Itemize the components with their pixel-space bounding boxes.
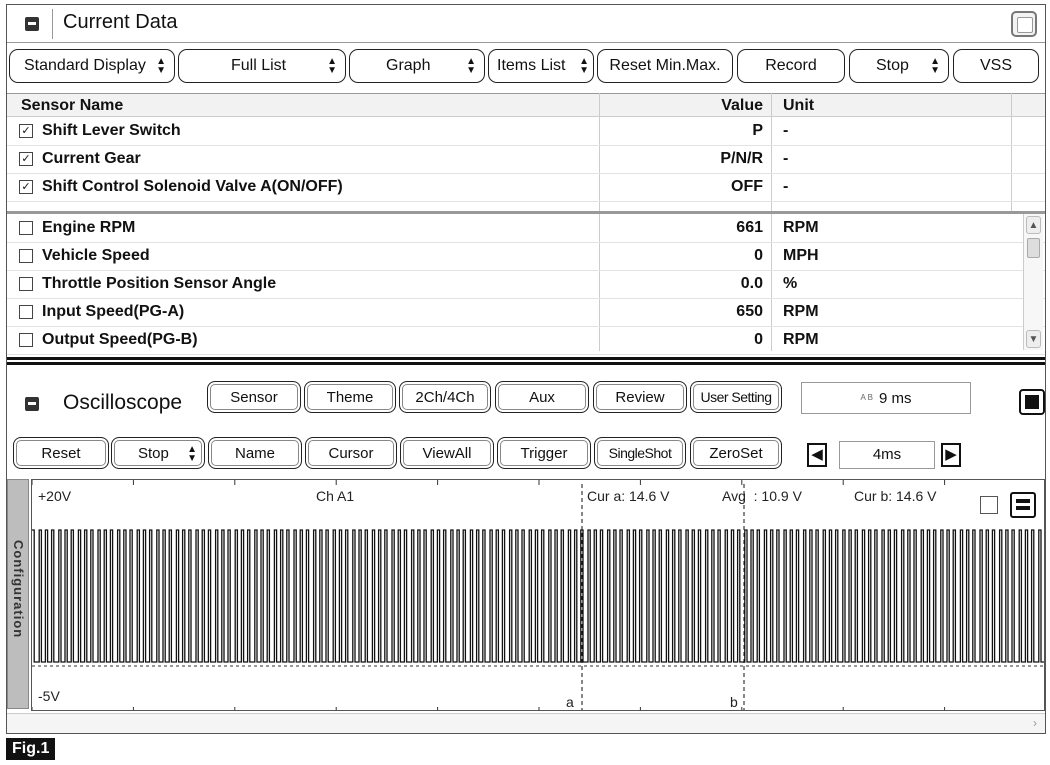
osc-stop-select[interactable] bbox=[111, 437, 205, 469]
sensor-name: Throttle Position Sensor Angle bbox=[42, 275, 277, 292]
y-max-label: +20V bbox=[38, 488, 72, 504]
cursor-a-readout: Cur a: 14.6 V bbox=[587, 488, 670, 504]
table-row[interactable] bbox=[7, 299, 1045, 327]
current-data-header bbox=[7, 5, 1045, 43]
sensor-value: 650 bbox=[736, 303, 763, 320]
sensor-unit: RPM bbox=[783, 303, 819, 320]
timebase-decrease-icon[interactable]: ◀ bbox=[807, 443, 827, 467]
table-row[interactable] bbox=[7, 327, 1045, 355]
timebase-increase-icon[interactable]: ▶ bbox=[941, 443, 961, 467]
sensor-unit: - bbox=[783, 178, 789, 195]
time-readout-value: 9 ms bbox=[878, 389, 912, 407]
scroll-thumb[interactable] bbox=[1027, 238, 1040, 258]
spinner-icon: ▲ ▼ bbox=[156, 56, 166, 76]
single-shot-label: SingleShot bbox=[608, 445, 672, 461]
channel-a1-waveform bbox=[32, 530, 1045, 662]
table-row[interactable] bbox=[7, 174, 1045, 202]
header-separator bbox=[52, 9, 53, 39]
reset-min-max-button[interactable] bbox=[597, 49, 733, 83]
sensor-name: Current Gear bbox=[42, 150, 141, 167]
sensor-value: P bbox=[752, 122, 763, 139]
sensor-name: Engine RPM bbox=[42, 219, 136, 236]
record-label: Record bbox=[765, 57, 817, 74]
sensor-value: 0 bbox=[754, 331, 763, 348]
scope-ticks bbox=[32, 480, 1045, 711]
current-data-toolbar bbox=[7, 49, 1045, 85]
trigger-label: Trigger bbox=[520, 444, 568, 462]
table-row[interactable] bbox=[7, 243, 1045, 271]
menu-icon[interactable] bbox=[1010, 492, 1036, 518]
row-checkbox[interactable] bbox=[19, 221, 33, 235]
channel-mode-label: 2Ch/4Ch bbox=[415, 388, 475, 406]
spinner-icon: ▲ ▼ bbox=[327, 56, 337, 76]
spinner-icon: ▲ ▼ bbox=[466, 56, 476, 76]
view-all-button[interactable] bbox=[400, 437, 494, 469]
review-button[interactable] bbox=[593, 381, 687, 413]
oscilloscope-title: Oscilloscope bbox=[63, 391, 183, 414]
view-all-label: ViewAll bbox=[422, 444, 472, 462]
full-list-label: Full List bbox=[231, 57, 287, 74]
standard-display-label: Standard Display bbox=[24, 57, 146, 74]
figure-label: Fig.1 bbox=[6, 738, 55, 760]
trigger-button[interactable] bbox=[497, 437, 591, 469]
graph-select[interactable] bbox=[349, 49, 485, 83]
row-checkbox[interactable] bbox=[19, 305, 33, 319]
graph-label: Graph bbox=[386, 57, 431, 74]
user-setting-label: User Setting bbox=[700, 389, 772, 405]
sensor-value: 661 bbox=[736, 219, 763, 236]
zero-set-label: ZeroSet bbox=[709, 444, 763, 462]
sensor-name: Shift Control Solenoid Valve A(ON/OFF) bbox=[42, 178, 343, 195]
sensor-unit: - bbox=[783, 122, 789, 139]
spinner-icon: ▲ ▼ bbox=[187, 444, 197, 464]
sensor-name: Output Speed(PG-B) bbox=[42, 331, 198, 348]
stop-label: Stop bbox=[876, 57, 909, 74]
horizontal-scrollbar[interactable] bbox=[7, 713, 1045, 733]
single-shot-button[interactable] bbox=[594, 437, 686, 469]
scan-tool-window bbox=[6, 4, 1046, 734]
sensor-value: OFF bbox=[731, 178, 763, 195]
oscilloscope-display[interactable] bbox=[31, 479, 1045, 711]
table-scrollbar[interactable] bbox=[1023, 214, 1043, 350]
sensor-name: Shift Lever Switch bbox=[42, 122, 181, 139]
y-min-label: -5V bbox=[38, 688, 60, 704]
selected-group-separator bbox=[7, 211, 1045, 214]
channel-label: Ch A1 bbox=[316, 488, 355, 504]
spinner-icon: ▲ ▼ bbox=[579, 56, 589, 76]
table-row[interactable] bbox=[7, 271, 1045, 299]
reset-min-max-label: Reset Min.Max. bbox=[609, 57, 721, 74]
sensor-value: 0.0 bbox=[740, 275, 763, 292]
reset-label: Reset bbox=[41, 444, 81, 462]
vss-label: VSS bbox=[979, 57, 1012, 74]
stop-select[interactable] bbox=[849, 49, 949, 83]
sensor-label: Sensor bbox=[230, 388, 278, 406]
table-row[interactable] bbox=[7, 146, 1045, 174]
row-checkbox[interactable] bbox=[19, 124, 33, 138]
sensor-unit: - bbox=[783, 150, 789, 167]
scope-checkbox[interactable] bbox=[980, 496, 998, 514]
row-checkbox[interactable] bbox=[19, 333, 33, 347]
column-sensor-name: Sensor Name bbox=[21, 97, 124, 114]
full-list-select[interactable] bbox=[178, 49, 346, 83]
time-readout bbox=[801, 382, 971, 414]
record-button[interactable] bbox=[737, 49, 845, 83]
cursor-b-readout: Cur b: 14.6 V bbox=[854, 488, 937, 504]
average-readout: Avg : 10.9 V bbox=[722, 488, 802, 504]
sensor-table-header bbox=[7, 93, 1045, 117]
aux-button[interactable] bbox=[495, 381, 589, 413]
configuration-tab-label: Configuration bbox=[11, 540, 26, 639]
row-checkbox[interactable] bbox=[19, 249, 33, 263]
name-label: Name bbox=[234, 444, 275, 462]
scroll-right-icon[interactable]: › bbox=[1033, 716, 1037, 730]
user-setting-button[interactable] bbox=[690, 381, 782, 413]
sensor-name: Input Speed(PG-A) bbox=[42, 303, 185, 320]
osc-stop-label: Stop bbox=[138, 444, 169, 462]
sensor-unit: % bbox=[783, 275, 798, 292]
spinner-icon: ▲ ▼ bbox=[930, 56, 940, 76]
panel-divider[interactable] bbox=[7, 357, 1045, 365]
row-checkbox[interactable] bbox=[19, 180, 33, 194]
table-row[interactable] bbox=[7, 215, 1045, 243]
column-value: Value bbox=[721, 97, 763, 114]
vss-button[interactable] bbox=[953, 49, 1039, 83]
sensor-unit: RPM bbox=[783, 219, 819, 236]
configuration-tab[interactable] bbox=[7, 479, 29, 709]
collapse-icon[interactable] bbox=[25, 17, 39, 31]
current-data-title: Current Data bbox=[63, 11, 178, 33]
scroll-up-icon[interactable]: ▲ bbox=[1026, 216, 1041, 234]
aux-label: Aux bbox=[529, 388, 555, 406]
row-checkbox[interactable] bbox=[19, 277, 33, 291]
sensor-name: Vehicle Speed bbox=[42, 247, 150, 264]
name-button[interactable] bbox=[208, 437, 302, 469]
channel-mode-button[interactable] bbox=[399, 381, 491, 413]
cursor-delta-icon: A B bbox=[860, 393, 873, 402]
row-checkbox[interactable] bbox=[19, 152, 33, 166]
items-list-select[interactable] bbox=[488, 49, 594, 83]
scroll-down-icon[interactable]: ▼ bbox=[1026, 330, 1041, 348]
column-unit: Unit bbox=[783, 97, 815, 114]
items-list-label: Items List bbox=[497, 57, 566, 74]
maximize-icon[interactable] bbox=[1011, 11, 1037, 37]
review-label: Review bbox=[615, 388, 665, 406]
collapse-icon[interactable] bbox=[25, 397, 39, 411]
cursor-a-marker[interactable]: a bbox=[566, 694, 574, 710]
timebase-value: 4ms bbox=[839, 441, 935, 469]
reset-button[interactable] bbox=[13, 437, 109, 469]
theme-label: Theme bbox=[326, 388, 374, 406]
waveform-plot bbox=[32, 480, 1045, 711]
sensor-value: 0 bbox=[754, 247, 763, 264]
sensor-unit: RPM bbox=[783, 331, 819, 348]
standard-display-select[interactable] bbox=[9, 49, 175, 83]
cursor-button[interactable] bbox=[305, 437, 397, 469]
sensor-unit: MPH bbox=[783, 247, 819, 264]
sensor-value: P/N/R bbox=[720, 150, 763, 167]
cursor-label: Cursor bbox=[328, 444, 374, 462]
stop-square-icon[interactable] bbox=[1019, 389, 1045, 415]
zero-set-button[interactable] bbox=[690, 437, 782, 469]
theme-button[interactable] bbox=[304, 381, 396, 413]
sensor-button[interactable] bbox=[207, 381, 301, 413]
table-row[interactable] bbox=[7, 118, 1045, 146]
cursor-b-marker[interactable]: b bbox=[730, 694, 738, 710]
